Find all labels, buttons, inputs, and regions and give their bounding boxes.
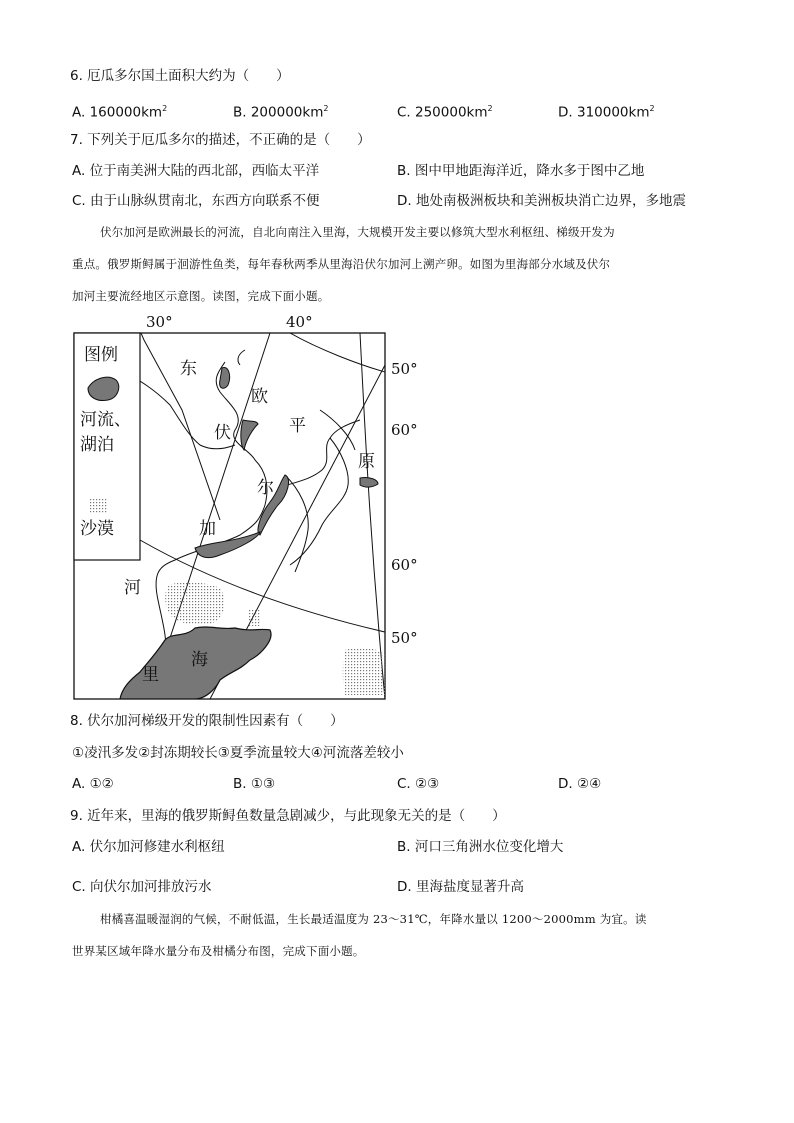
q9-option-d[interactable]: D. 里海盐度显著升高 [397,879,524,895]
q8-factors: ①凌汛多发②封冻期较长③夏季流量较大④河流落差较小 [72,745,404,761]
q7-option-b[interactable]: B. 图中甲地距海洋近，降水多于图中乙地 [397,163,645,179]
q8-option-d[interactable]: D. ②④ [558,776,602,792]
q8-option-a[interactable]: A. ①② [72,776,114,792]
q7-option-a[interactable]: A. 位于南美洲大陆的西北部，西临太平洋 [72,163,320,179]
passage2-line-2: 世界某区域年降水量分布及柑橘分布图，完成下面小题。 [72,944,365,958]
passage2-line-1: 柑橘喜温暖湿润的气候，不耐低温，生长最适温度为 23～31℃，年降水量以 1200～2000mm 为宜。读 [100,912,647,926]
lat-label-60-top: 60° [391,421,418,439]
lon-label-40: 40° [286,313,313,331]
label-yuan: 原 [358,452,375,472]
label-he: 河 [124,578,141,598]
q6-option-c-sup: 2 [487,104,493,113]
legend-title: 图例 [84,345,118,365]
volga-caspian-map [60,310,430,702]
q7-option-c[interactable]: C. 由于山脉纵贯南北，东西方向联系不便 [72,193,320,209]
legend-desert-label: 沙漠 [80,519,114,539]
q6-option-d-label: D. 310000km [558,104,650,121]
q6-stem: 6. 厄瓜多尔国土面积大约为（ ） [70,68,290,84]
q6-option-c-label: C. 250000km [397,104,488,121]
lat-label-50-top: 50° [391,360,418,378]
q9-option-a[interactable]: A. 伏尔加河修建水利枢纽 [72,839,225,855]
label-dong: 东 [180,359,197,379]
label-er: 尔 [257,478,274,498]
q6-option-c[interactable] [397,100,493,122]
q6-option-a-sup: 2 [162,104,168,113]
label-hai: 海 [191,650,208,670]
desert-3 [343,648,385,695]
q6-option-b-sup: 2 [323,104,329,113]
q9-option-b[interactable]: B. 河口三角洲水位变化增大 [397,839,564,855]
lat-label-60-bottom: 60° [391,556,418,574]
q6-option-d[interactable] [558,100,655,122]
reservoir-1 [220,367,230,388]
q6-option-a[interactable] [72,100,167,122]
label-ping: 平 [289,416,306,436]
q8-option-b[interactable]: B. ①③ [233,776,276,792]
q7-stem: 7. 下列关于厄瓜多尔的描述，不正确的是（ ） [70,132,371,148]
passage1-line-2: 重点。俄罗斯鲟属于洄游性鱼类，每年春秋两季从里海沿伏尔加河上溯产卵。如图为里海部分水域及伏尔 [72,257,611,271]
q6-option-b[interactable] [233,100,328,122]
label-li: 里 [142,665,159,685]
q6-option-d-sup: 2 [649,104,655,113]
q6-option-a-label: A. 160000km [72,104,163,121]
q6-option-b-label: B. 200000km [233,104,324,121]
legend-river-label-2: 湖泊 [80,435,114,455]
q9-option-c[interactable]: C. 向伏尔加河排放污水 [72,879,212,895]
q8-option-c[interactable]: C. ②③ [397,776,440,792]
label-jia: 加 [199,519,216,539]
q9-stem: 9. 近年来，里海的俄罗斯鲟鱼数量急剧减少，与此现象无关的是（ ） [70,808,506,824]
label-fu: 伏 [214,423,231,443]
lon-label-30: 30° [146,313,173,331]
q7-option-d[interactable]: D. 地处南极洲板块和美洲板块消亡边界，多地震 [397,193,686,209]
legend-desert-swatch [90,498,108,513]
legend-river-label-1: 河流、 [80,410,131,430]
desert-2 [248,610,260,626]
lat-label-50-bottom: 50° [391,629,418,647]
q8-stem: 8. 伏尔加河梯级开发的限制性因素有（ ） [70,713,344,729]
passage1-line-1: 伏尔加河是欧洲最长的河流，自北向南注入里海，大规模开发主要以修筑大型水利枢纽、梯级开发为 [100,225,615,239]
label-ou: 欧 [251,387,268,407]
passage1-line-3: 加河主要流经地区示意图。读图，完成下面小题。 [72,289,330,303]
